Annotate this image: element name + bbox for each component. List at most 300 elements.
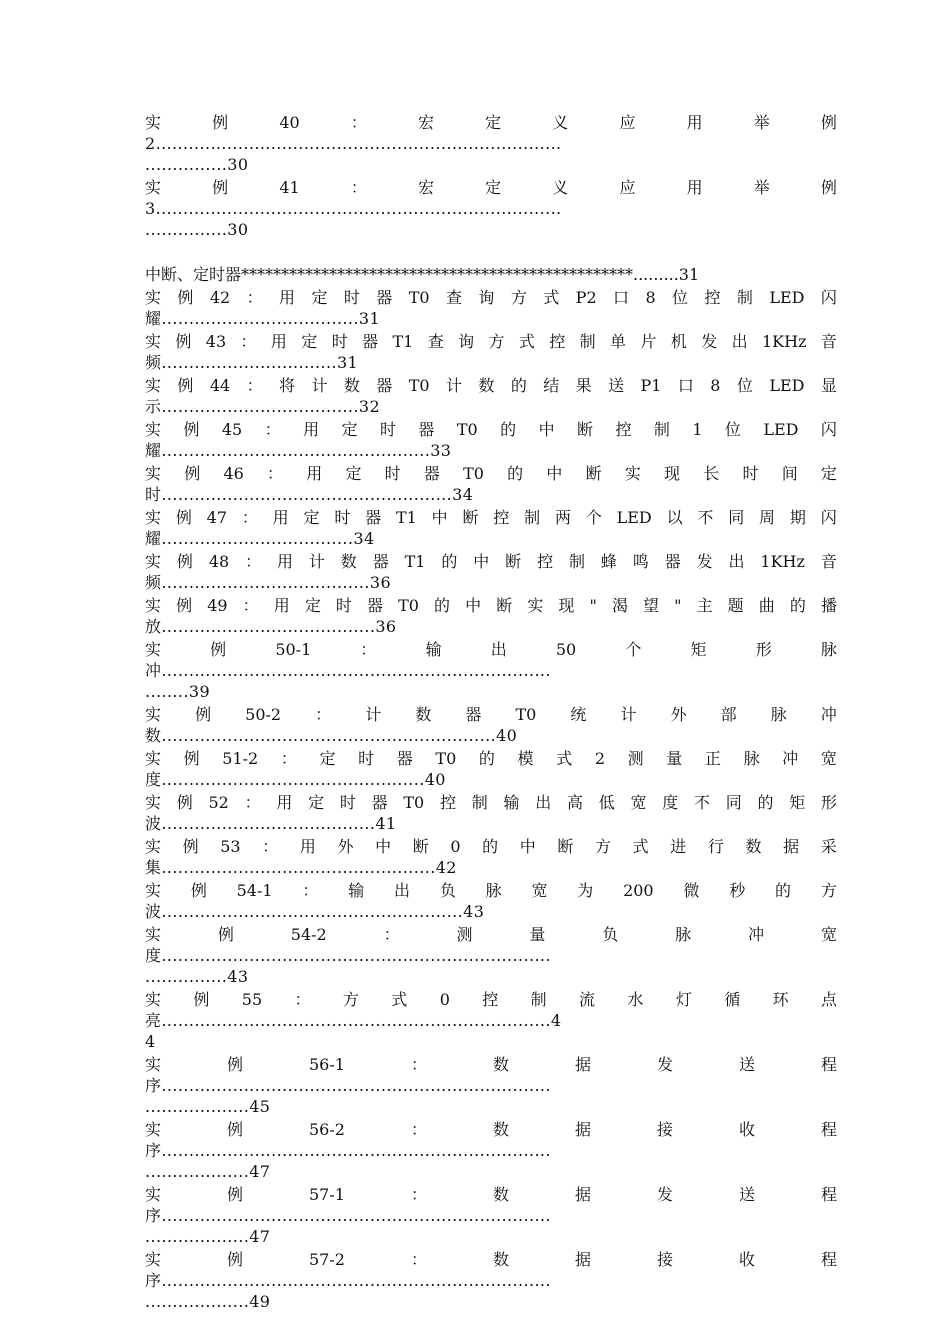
title-token: 中 [473,552,490,571]
toc-entry[interactable] [145,704,837,746]
title-token: T0 [408,288,430,307]
title-token: 方 [342,990,359,1009]
title-token: 例 [175,508,192,527]
title-token: T0 [435,749,457,768]
title-token: 制 [530,990,547,1009]
title-token: 实 [145,1120,162,1139]
title-token: 实 [527,596,544,615]
title-token: 定 [303,508,320,527]
title-token: 断 [557,837,574,856]
title-token: 控 [704,288,721,307]
title-token: 例 [212,113,229,132]
title-token: ： [246,376,263,395]
toc-entry[interactable] [145,463,837,505]
title-token: 55 [241,990,263,1009]
title-token: 器 [423,464,440,483]
title-token: 举 [753,113,770,132]
toc-entry[interactable] [145,551,837,593]
title-token: 灯 [675,990,692,1009]
toc-entry[interactable] [145,1119,837,1182]
title-token: 水 [627,990,644,1009]
title-token: " [589,596,597,615]
title-token: 实 [145,332,162,351]
title-token: 时 [335,596,352,615]
title-token: 部 [720,705,737,724]
title-token: 例 [177,376,194,395]
title-token: T0 [403,793,425,812]
title-token: 器 [376,376,393,395]
title-token: 实 [145,640,162,659]
toc-entry-leader-line2: 放.......................................36 [145,617,397,636]
title-token: ： [350,178,367,197]
title-token: 器 [371,793,388,812]
title-token: 时 [339,793,356,812]
title-token: T0 [463,464,484,483]
title-token: 据 [574,1250,591,1269]
toc-entry-title [145,595,837,616]
title-token: 同 [725,793,742,812]
title-token: 输 [348,881,365,900]
title-token: 式 [518,332,535,351]
toc-entry[interactable] [145,1054,837,1117]
title-token: ： [350,113,367,132]
toc-entry[interactable] [145,287,837,329]
toc-entry[interactable] [145,748,837,790]
title-token: 用 [303,420,320,439]
title-token: 据 [783,837,800,856]
title-token: ： [302,881,319,900]
title-token: 环 [772,990,789,1009]
toc-entry-leader-line3: ...................45 [145,1097,271,1116]
title-token: 的 [775,881,792,900]
title-token: 程 [820,1185,837,1204]
title-token: 0 [450,837,461,856]
title-token: 定 [311,288,328,307]
title-token: 量 [666,749,683,768]
title-token: T0 [408,376,430,395]
title-token: 出 [490,640,507,659]
title-token: 间 [781,464,798,483]
toc-entry-title [145,836,837,857]
title-token: ： [410,1120,427,1139]
title-token: 程 [820,1250,837,1269]
title-token: 54-2 [290,925,327,944]
toc-entry-leader-line2: 亮.......................................................................4 [145,1011,562,1030]
title-token: 周 [759,508,776,527]
title-token: 断 [496,596,513,615]
toc-entry-leader-line3: ...................47 [145,1227,271,1246]
title-token: 单 [610,332,627,351]
toc-entry[interactable] [145,924,837,987]
title-token: 数 [492,1120,509,1139]
title-token: 中 [538,420,555,439]
title-token: 统 [570,705,587,724]
toc-entry-title [145,704,837,725]
title-token: 外 [670,705,687,724]
title-token: 计 [365,705,382,724]
title-token: 显 [820,376,837,395]
title-token: 的 [482,837,499,856]
title-token: 送 [738,1185,755,1204]
title-token: 宽 [630,793,647,812]
title-token: 器 [362,332,379,351]
toc-entry[interactable] [145,419,837,461]
title-token: ： [262,837,279,856]
title-token: 口 [613,288,630,307]
toc-entry-title [145,989,837,1010]
title-token: 同 [728,508,745,527]
title-token: 定 [301,332,318,351]
toc-entry-leader-line3: ...............43 [145,967,249,986]
title-token: 方 [510,288,527,307]
title-token: 例 [183,749,200,768]
title-token: 现 [558,596,575,615]
title-token: ： [240,332,257,351]
title-token: 数 [478,376,495,395]
title-token: 实 [145,1055,162,1074]
toc-entry[interactable] [145,989,837,1052]
title-token: 个 [625,640,642,659]
title-token: 现 [664,464,681,483]
title-token: 式 [543,288,560,307]
title-token: 数 [492,1185,509,1204]
title-token: 用 [270,332,287,351]
title-token: ： [246,288,263,307]
title-token: 发 [701,332,718,351]
toc-entry-leader-line2: 冲....................................................................... [145,661,551,680]
title-token: ： [410,1185,427,1204]
toc-entry-leader-line2: 示....................................32 [145,397,381,416]
title-token: 实 [145,1185,162,1204]
title-token: 定 [820,464,837,483]
title-token: 方 [820,881,837,900]
toc-entry-title [145,331,837,352]
toc-entry-leader-line3: ........39 [145,682,211,701]
title-token: 的 [789,596,806,615]
title-token: 位 [724,420,741,439]
title-token: 收 [738,1250,755,1269]
title-token: 用 [686,113,703,132]
title-token: 正 [704,749,721,768]
title-token: 控 [615,420,632,439]
title-token: 器 [418,420,435,439]
title-token: 音 [820,332,837,351]
title-token: LED [763,420,799,439]
toc-entry-leader-line2: 序....................................................................... [145,1271,551,1290]
title-token: ： [242,596,259,615]
title-token: 44 [209,376,231,395]
toc-entry-leader-line2: 度....................................................................... [145,946,551,965]
title-token: 鸣 [632,552,649,571]
toc-entry-leader-line2: 序....................................................................... [145,1206,551,1225]
title-token: ： [245,552,262,571]
title-token: 查 [427,332,444,351]
title-token: ： [241,508,258,527]
title-token: 例 [190,881,207,900]
title-token: 例 [182,837,199,856]
title-token: 时 [742,464,759,483]
title-token: 蜂 [600,552,617,571]
title-token: 渴 [611,596,628,615]
title-token: 43 [205,332,227,351]
title-token: 8 [645,288,656,307]
toc-entry[interactable] [145,836,837,878]
title-token: 出 [731,332,748,351]
title-token: 接 [656,1120,673,1139]
title-token: 时 [334,508,351,527]
title-token: 器 [372,552,389,571]
title-token: 为 [577,881,594,900]
title-token: 点 [820,990,837,1009]
toc-entry-title [145,792,837,813]
title-token: 询 [478,288,495,307]
title-token: 实 [145,508,162,527]
title-token: 50-2 [245,705,282,724]
title-token: 例 [227,1120,244,1139]
title-token: 不 [697,508,714,527]
title-token: 50-1 [275,640,312,659]
toc-entry[interactable] [145,112,837,175]
section-gap [145,242,837,264]
title-token: 中 [431,508,448,527]
title-token: T1 [404,552,426,571]
title-token: 定 [308,793,325,812]
title-token: 0 [439,990,450,1009]
title-token: 实 [145,113,162,132]
title-token: 实 [145,705,162,724]
title-token: 送 [608,376,625,395]
title-token: 脉 [675,925,692,944]
title-token: 例 [820,113,837,132]
title-token: 方 [488,332,505,351]
title-token: 例 [177,288,194,307]
title-token: 中 [519,837,536,856]
title-token: 脉 [485,881,502,900]
title-token: 闪 [820,288,837,307]
title-token: 长 [703,464,720,483]
toc-entry-leader-line2: 度................................................40 [145,770,446,789]
title-token: 宏 [417,178,434,197]
title-token: 器 [365,508,382,527]
title-token: 57-2 [309,1250,345,1269]
title-token: ： [264,420,281,439]
title-token: 数 [492,1055,509,1074]
title-token: 例 [210,640,227,659]
title-token: 冲 [748,925,765,944]
title-token: 度 [662,793,679,812]
title-token: 义 [552,113,569,132]
toc-entry-leader-line2: 耀....................................31 [145,309,381,328]
title-token: 制 [524,508,541,527]
title-token: 断 [462,508,479,527]
title-token: P2 [575,288,597,307]
title-token: 应 [619,178,636,197]
title-token: 发 [696,552,713,571]
title-token: 控 [439,793,456,812]
title-token: 矩 [789,793,806,812]
title-token: 实 [145,881,162,900]
title-token: 输 [425,640,442,659]
title-token: 定 [319,749,336,768]
title-token: ： [383,925,400,944]
toc-entry-title [145,112,837,133]
title-token: 例 [820,178,837,197]
title-token: 定 [485,178,502,197]
title-token: 例 [175,332,192,351]
title-token: 发 [656,1055,673,1074]
title-token: 实 [624,464,641,483]
title-token: 54-1 [236,881,273,900]
title-token: 8 [710,376,721,395]
title-token: 询 [458,332,475,351]
toc-entry-title [145,551,837,572]
title-token: 例 [212,178,229,197]
title-token: 宽 [531,881,548,900]
title-token: 个 [585,508,602,527]
toc-entry-leader-line3: ...............30 [145,155,249,174]
title-token: 器 [376,288,393,307]
toc-entry-leader-line2: 集..................................................42 [145,858,457,877]
title-token: 用 [276,552,293,571]
title-token: 微 [683,881,700,900]
title-token: 49 [207,596,228,615]
title-token: 闪 [820,508,837,527]
title-token: 控 [549,332,566,351]
title-token: 程 [820,1055,837,1074]
title-token: 行 [707,837,724,856]
title-token: LED [769,288,805,307]
title-token: 断 [577,420,594,439]
toc-entry-title [145,1054,837,1075]
title-token: 的 [757,793,774,812]
toc-entry-leader-line2: 频......................................36 [145,573,392,592]
title-token: 断 [505,552,522,571]
toc-entry[interactable] [145,331,837,373]
toc-entry-title [145,1184,837,1205]
title-token: 流 [579,990,596,1009]
title-token: 数 [745,837,762,856]
title-token: 45 [221,420,243,439]
title-token: 用 [306,464,323,483]
title-token: 例 [184,464,201,483]
title-token: 接 [656,1250,673,1269]
title-token: 义 [552,178,569,197]
title-token: 程 [820,1120,837,1139]
title-token: 宽 [820,925,837,944]
title-token: 中 [375,837,392,856]
title-token: 出 [535,793,552,812]
title-token: 41 [279,178,300,197]
title-token: 定 [485,113,502,132]
title-token: 两 [554,508,571,527]
toc-entry[interactable] [145,177,837,240]
toc-entry-leader-line2: 2.......................................................................... [145,134,562,153]
title-token: 脉 [770,705,787,724]
title-token: 低 [598,793,615,812]
title-token: T0 [515,705,537,724]
title-token: 模 [517,749,534,768]
title-token: 实 [145,596,162,615]
toc-entry-leader-line3: ...............30 [145,220,249,239]
title-token: 秒 [729,881,746,900]
title-token: 实 [145,837,162,856]
title-token: 控 [537,552,554,571]
title-token: 方 [595,837,612,856]
title-token: 56-2 [309,1120,345,1139]
title-token: 的 [507,464,524,483]
title-token: 用 [279,288,296,307]
title-token: 定 [304,596,321,615]
toc-entry-leader-line2: 序....................................................................... [145,1141,551,1160]
title-token: 出 [394,881,411,900]
title-token: ： [410,1250,427,1269]
title-token: T0 [398,596,419,615]
toc-entry-leader-line2: 数.............................................................40 [145,726,518,745]
toc-entry[interactable] [145,1249,837,1312]
title-token: 发 [656,1185,673,1204]
toc-entry[interactable] [145,1184,837,1247]
title-token: 用 [272,508,289,527]
title-token: 器 [367,596,384,615]
toc-entry[interactable] [145,507,837,549]
title-token: 量 [529,925,546,944]
title-token: 数 [492,1250,509,1269]
title-token: 时 [358,749,375,768]
title-token: 送 [738,1055,755,1074]
toc-entry-title [145,463,837,484]
title-token: 高 [566,793,583,812]
title-token: 查 [445,288,462,307]
title-token: 曲 [758,596,775,615]
toc-entry[interactable] [145,792,837,834]
title-token: 实 [145,1250,162,1269]
title-token: 冲 [820,705,837,724]
toc-entry-leader-line2: 波.......................................................43 [145,902,485,921]
title-token: 脉 [820,640,837,659]
title-token: 实 [145,749,162,768]
toc-entry-title [145,287,837,308]
title-token: 宏 [417,113,434,132]
toc-entry-title [145,924,837,945]
title-token: 42 [209,288,231,307]
toc-entry[interactable] [145,639,837,702]
toc-entry-title [145,639,837,660]
title-token: T0 [456,420,478,439]
title-token: 的 [434,596,451,615]
title-token: 控 [493,508,510,527]
section-heading[interactable]: 中断、定时器*************************************************.........31 [145,265,700,284]
title-token: 时 [379,420,396,439]
toc-entry[interactable] [145,375,837,417]
toc-entry-title [145,177,837,198]
title-token: " [674,596,682,615]
title-token: 器 [664,552,681,571]
title-token: ： [315,705,332,724]
toc-entry[interactable] [145,880,837,922]
title-token: 例 [227,1250,244,1269]
toc-entry-leader-line2: 3.......................................................................... [145,199,562,218]
title-token: 测 [627,749,644,768]
title-token: 式 [391,990,408,1009]
title-token: ： [267,464,284,483]
title-token: T1 [395,508,417,527]
title-token: 据 [574,1055,591,1074]
title-token: 46 [223,464,244,483]
toc-entry[interactable] [145,595,837,637]
title-token: 定 [345,464,362,483]
title-token: 位 [672,288,689,307]
title-token: 40 [279,113,300,132]
